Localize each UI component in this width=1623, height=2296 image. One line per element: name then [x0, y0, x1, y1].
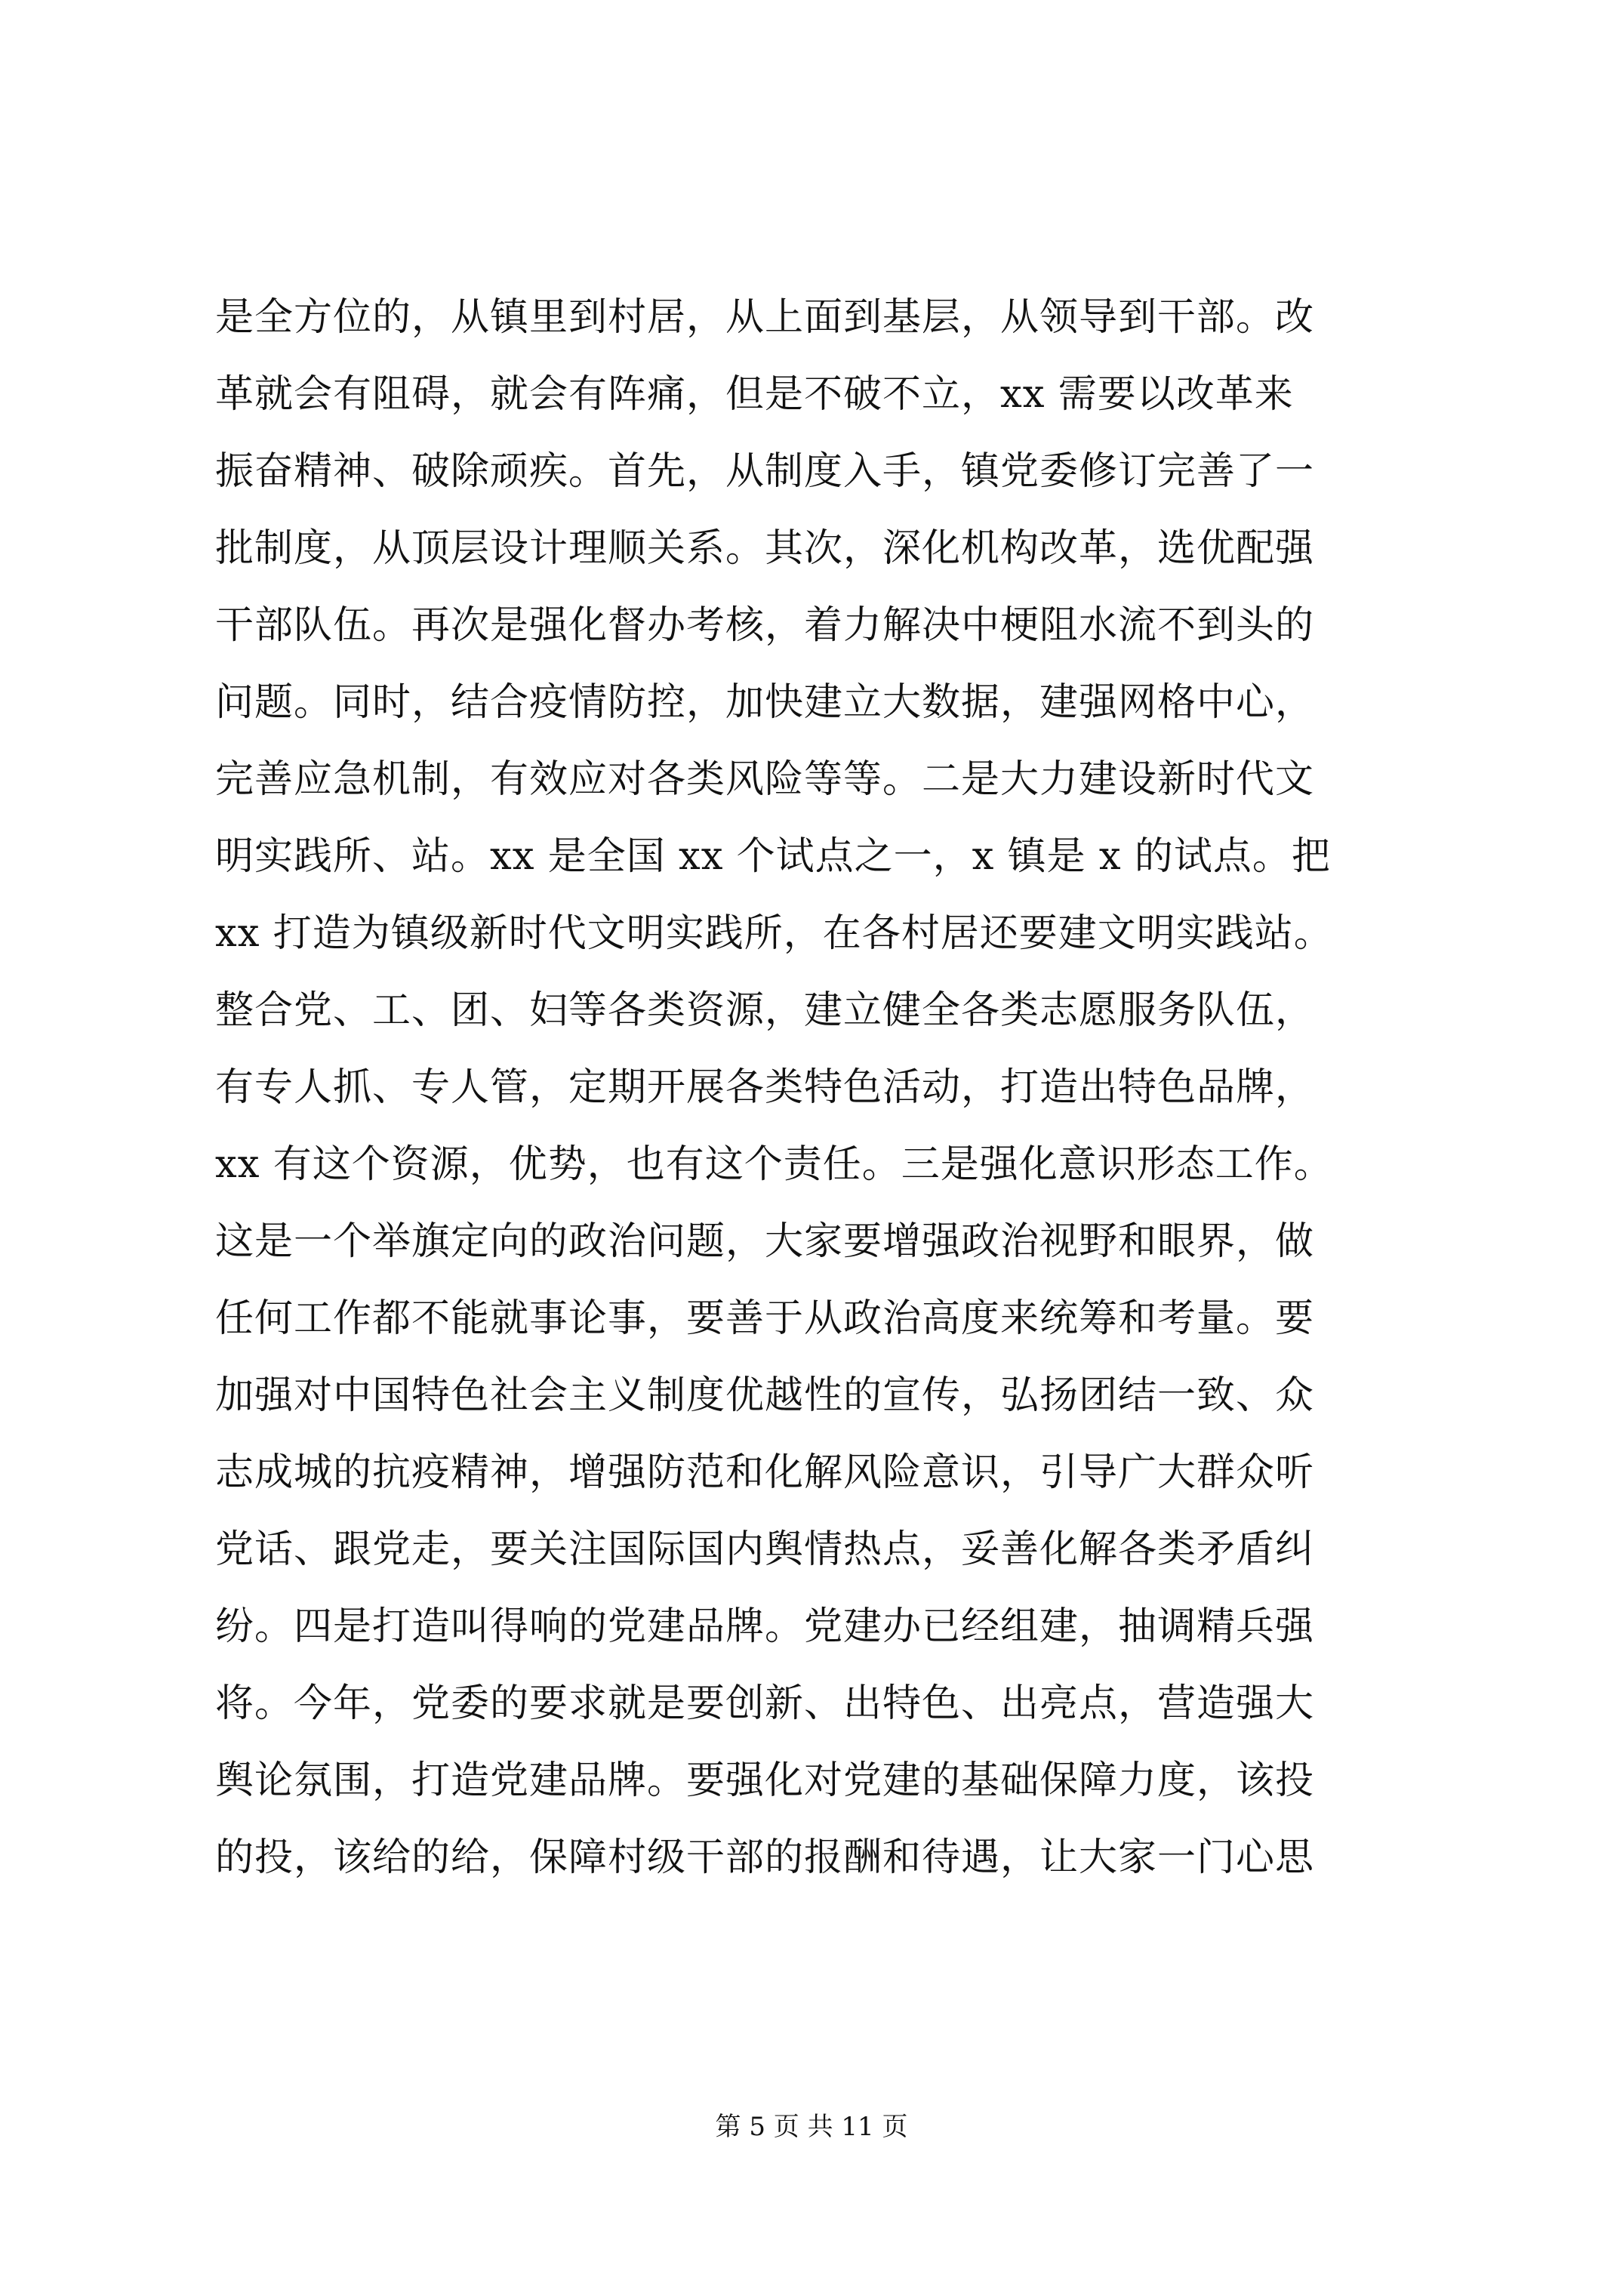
- text-line: 这是一个举旗定向的政治问题，大家要增强政治视野和眼界，做: [215, 1219, 1315, 1264]
- text-line: 舆论氛围，打造党建品牌。要强化对党建的基础保障力度，该投: [215, 1758, 1315, 1803]
- text-line: 党话、跟党走，要关注国际国内舆情热点，妥善化解各类矛盾纠: [215, 1527, 1315, 1572]
- text-line: 加强对中国特色社会主义制度优越性的宣传，弘扬团结一致、众: [215, 1373, 1315, 1418]
- text-line: 完善应急机制，有效应对各类风险等等。二是大力建设新时代文: [215, 757, 1315, 802]
- text-line: 革就会有阻碍，就会有阵痛，但是不破不立，xx 需要以改革来: [215, 372, 1294, 417]
- text-line: 将。今年，党委的要求就是要创新、出特色、出亮点，营造强大: [215, 1681, 1315, 1726]
- text-line: 干部队伍。再次是强化督办考核，着力解决中梗阻水流不到头的: [215, 603, 1315, 648]
- text-line: 问题。同时，结合疫情防控，加快建立大数据，建强网格中心，: [215, 680, 1315, 725]
- text-line: 明实践所、站。xx 是全国 xx 个试点之一，x 镇是 x 的试点。把: [215, 834, 1331, 879]
- text-line: 的投，该给的给，保障村级干部的报酬和待遇，让大家一门心思: [215, 1835, 1315, 1880]
- text-line: xx 有这个资源，优势，也有这个责任。三是强化意识形态工作。: [215, 1142, 1333, 1187]
- text-line: 批制度，从顶层设计理顺关系。其次，深化机构改革，选优配强: [215, 526, 1315, 571]
- text-line: 振奋精神、破除顽疾。首先，从制度入手，镇党委修订完善了一: [215, 449, 1315, 494]
- text-line: xx 打造为镇级新时代文明实践所，在各村居还要建文明实践站。: [215, 911, 1333, 956]
- text-line: 任何工作都不能就事论事，要善于从政治高度来统筹和考量。要: [215, 1296, 1315, 1341]
- page-number-footer: 第 5 页 共 11 页: [715, 2112, 908, 2142]
- text-line: 纷。四是打造叫得响的党建品牌。党建办已经组建，抽调精兵强: [215, 1604, 1315, 1649]
- text-line: 是全方位的，从镇里到村居，从上面到基层，从领导到干部。改: [215, 295, 1315, 340]
- text-line: 整合党、工、团、妇等各类资源，建立健全各类志愿服务队伍，: [215, 988, 1315, 1033]
- body-paragraph: [215, 279, 1423, 1897]
- text-line: 有专人抓、专人管，定期开展各类特色活动，打造出特色品牌，: [215, 1065, 1315, 1110]
- text-line: 志成城的抗疫精神，增强防范和化解风险意识，引导广大群众听: [215, 1450, 1315, 1495]
